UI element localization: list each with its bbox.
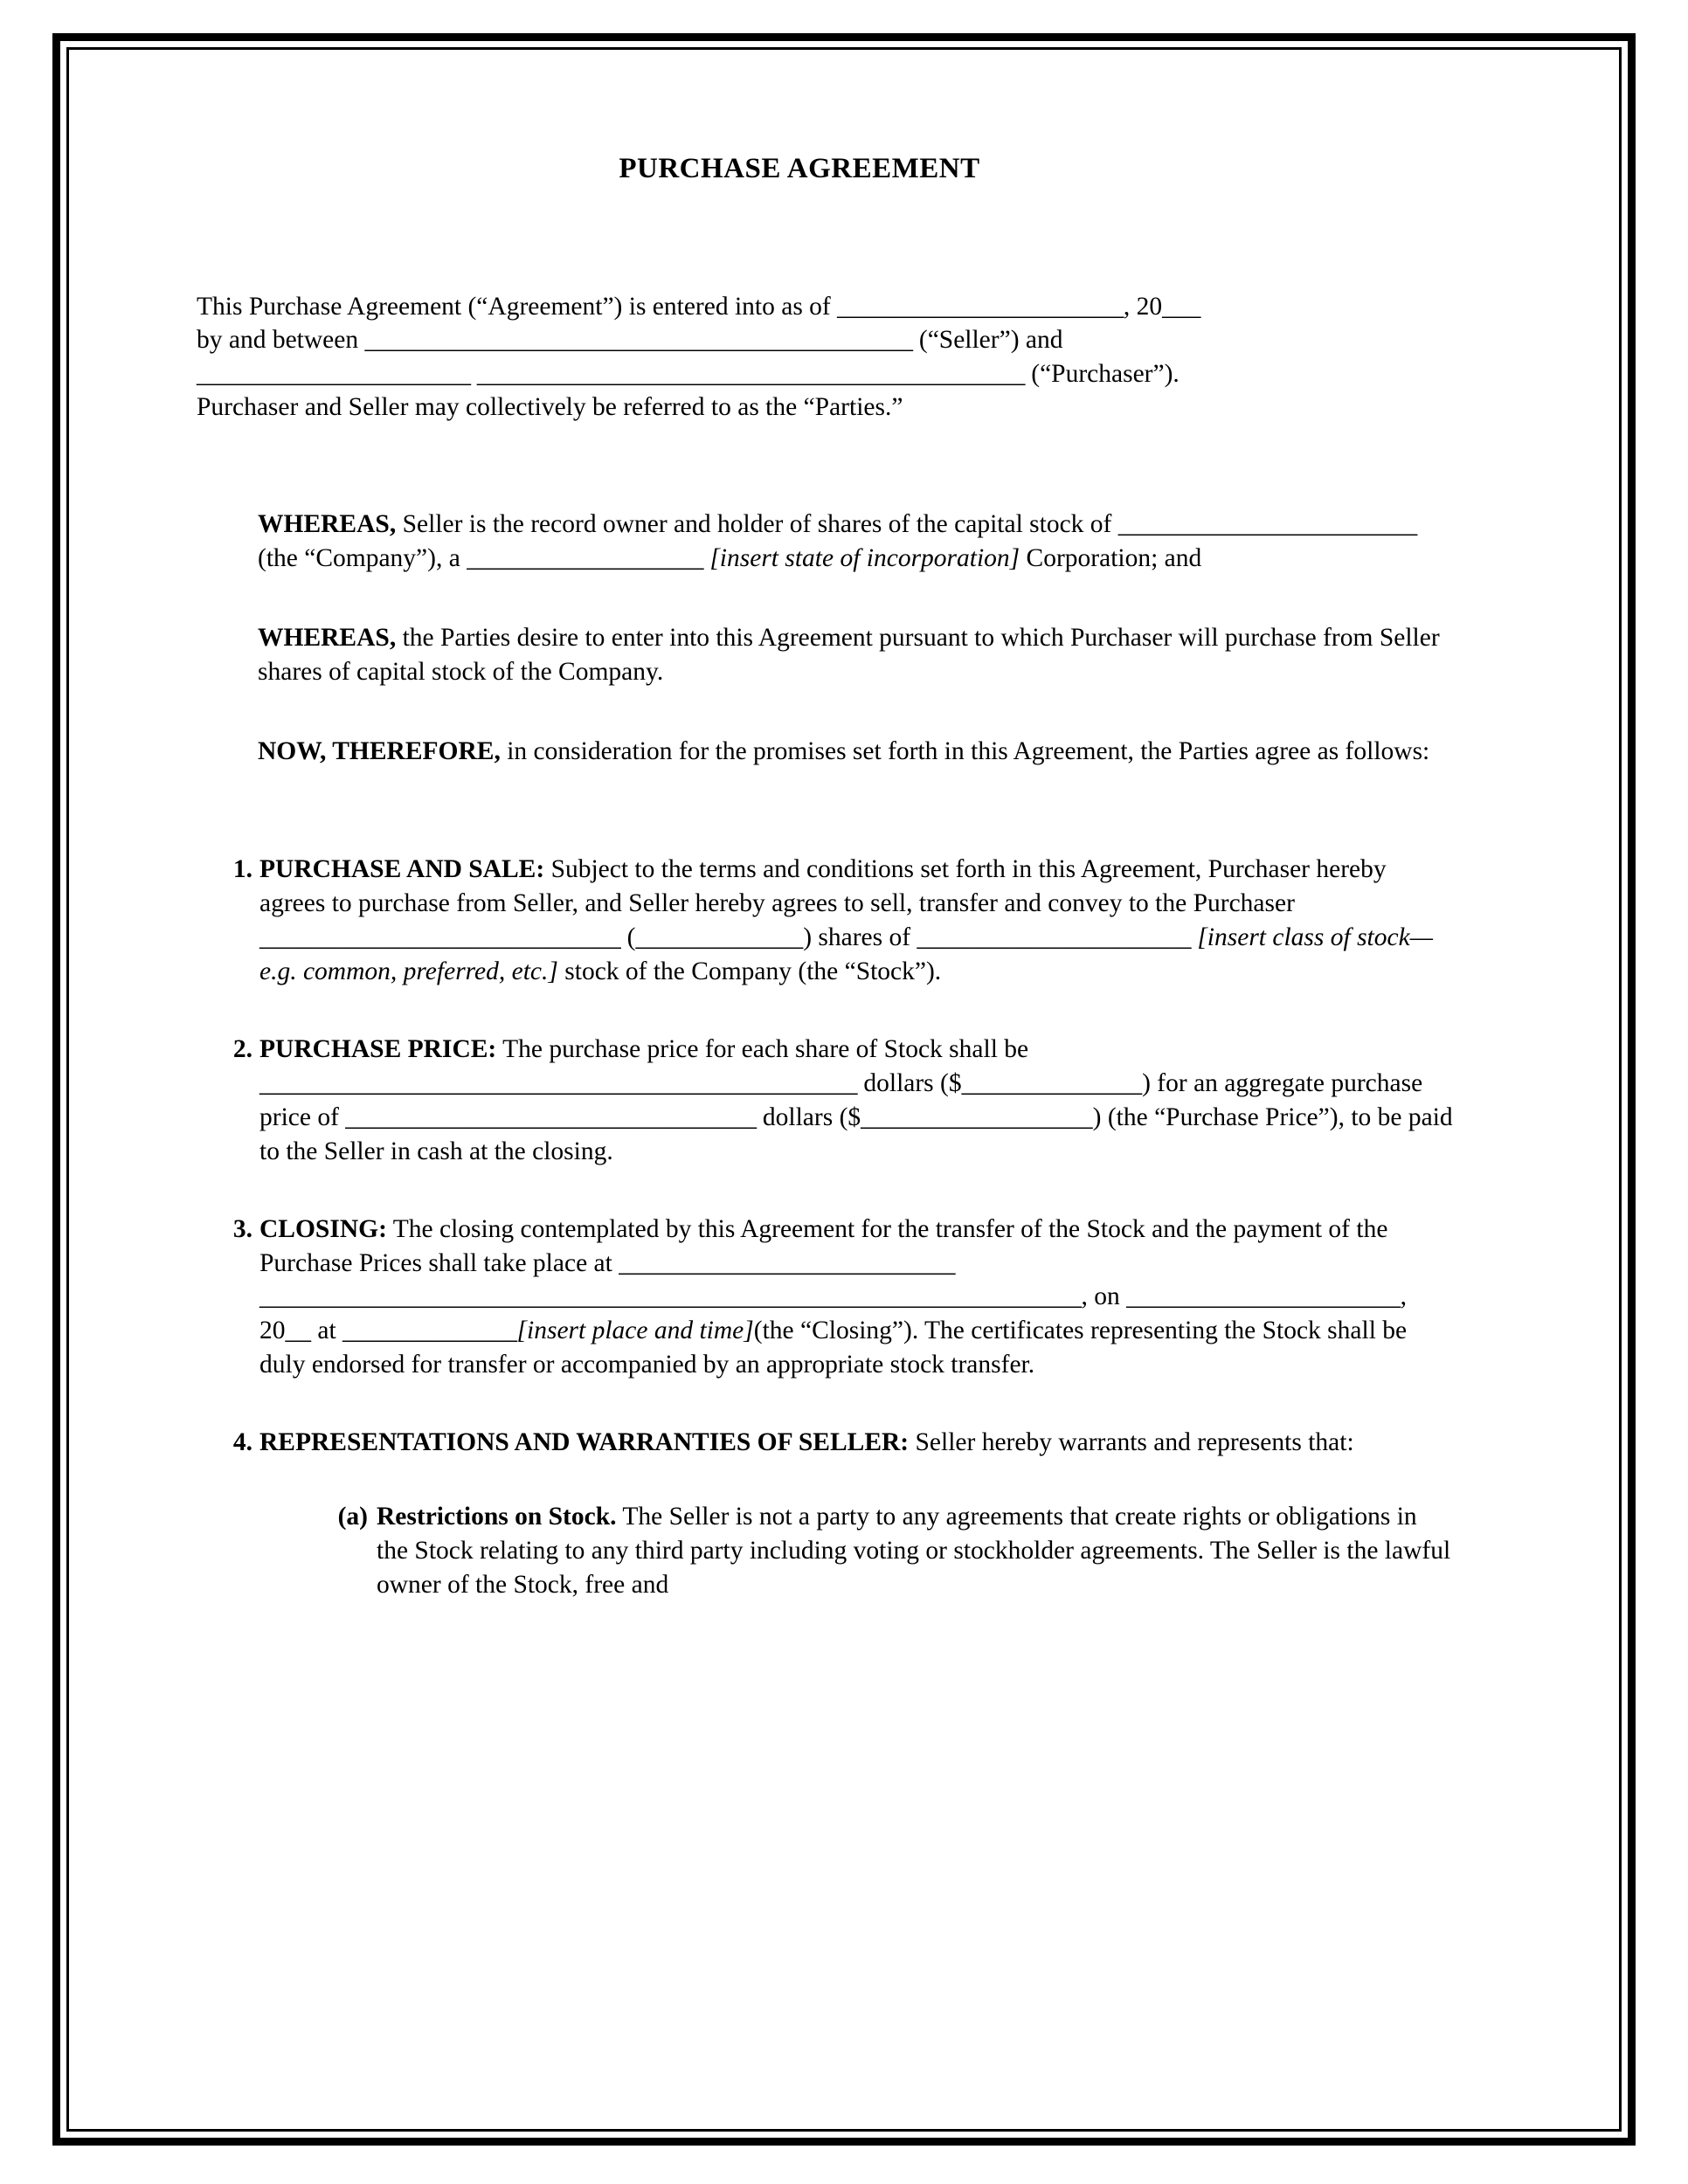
clause-3-italic-note: [insert place and time]	[516, 1317, 754, 1345]
clause-3-blank-date: ______________________	[1126, 1282, 1401, 1311]
recital-1-blank-state: ___________________	[467, 544, 703, 573]
recital-3-text: in consideration for the promises set forth in this Agreement, the Parties agree as follows:	[500, 737, 1430, 766]
clause-list	[197, 853, 1455, 1602]
clause-3-heading: CLOSING:	[259, 1214, 387, 1243]
clause-2-text-b: dollars ($______________) for an aggregate purchase price of	[259, 1068, 1423, 1131]
intro-line2-prefix: by and between	[197, 326, 365, 355]
clause-4-text-a: Seller hereby warrants and represents that:	[909, 1428, 1354, 1457]
recital-1-lead: WHEREAS,	[258, 510, 397, 539]
clause-3-text-a: The closing contemplated by this Agreement for the transfer of the Stock and the payment of the Purchase Prices shall take place at	[259, 1214, 1388, 1277]
clause-representations-warranties	[197, 1426, 1455, 1602]
clause-2-number: 2.	[232, 1034, 253, 1063]
clause-purchase-price	[197, 1033, 1455, 1169]
recital-2-lead: WHEREAS,	[258, 624, 397, 653]
subclause-restrictions-on-stock	[322, 1500, 1455, 1602]
intro-line4: Purchaser and Seller may collectively be referred to as the “Parties.”	[197, 393, 903, 422]
clause-3-blank-place-2: __________________________________________________________________	[259, 1282, 1082, 1311]
clause-2-blank-aggregate-words: _________________________________	[345, 1102, 757, 1131]
subclause-a-heading: Restrictions on Stock.	[377, 1503, 617, 1531]
intro-line3-suffix: (“Purchaser”).	[1024, 359, 1180, 388]
intro-line1-prefix: This Purchase Agreement (“Agreement”) is entered into as of	[197, 293, 838, 321]
clause-3-blank-place-1: ___________________________	[619, 1248, 955, 1277]
clause-1-blank-class: ______________________	[917, 923, 1191, 951]
clause-4-number: 4.	[232, 1428, 253, 1457]
clause-2-blank-price-words: ________________________________________________	[259, 1068, 857, 1097]
recital-whereas-2	[258, 621, 1455, 689]
clause-1-blank-shares: _____________________________	[259, 923, 621, 951]
page-title: PURCHASE AGREEMENT	[619, 153, 980, 184]
subclause-a-text: The Seller is not a party to any agreements that create rights or obligations in the Stock relating to any third party including voting or stockholder agreements. The Seller is the lawful owner of the Stock, free and	[377, 1503, 1451, 1600]
clause-3-text-c: , 20__ at	[259, 1282, 1407, 1345]
recital-now-therefore	[258, 735, 1455, 769]
clause-1-number: 1.	[232, 855, 253, 884]
intro-blank-purchaser-2: ____________________________________________	[476, 359, 1025, 388]
clause-1-italic-note: [insert class of stock—e.g. common, preferred, etc.]	[259, 923, 1433, 985]
recital-1-blank-company: ________________________	[1117, 510, 1417, 539]
intro-blank-seller: ____________________________________________	[364, 326, 913, 355]
recital-1-italic-note: [insert state of incorporation]	[702, 544, 1020, 573]
clause-1-text-c: stock of the Company (the “Stock”).	[557, 957, 942, 985]
document-content	[197, 153, 1455, 1602]
recital-3-lead: NOW, THEREFORE,	[258, 737, 501, 766]
clause-1-text-b: (_____________) shares of	[620, 923, 917, 951]
recital-1-text-a: Seller is the record owner and holder of shares of the capital stock of	[396, 510, 1118, 539]
recital-whereas-1	[258, 508, 1455, 576]
intro-line1-suffix: , 20___	[1123, 293, 1201, 321]
clause-4-heading: REPRESENTATIONS AND WARRANTIES OF SELLER:	[259, 1428, 910, 1457]
clause-closing	[197, 1213, 1455, 1383]
clause-1-text-a: Subject to the terms and conditions set forth in this Agreement, Purchaser hereby agrees to purchase from Seller, and Seller hereby agrees to sell, transfer and convey to the Purchaser	[259, 855, 1387, 917]
clause-purchase-and-sale	[197, 853, 1455, 989]
recital-2-text: the Parties desire to enter into this Agreement pursuant to which Purchaser will purchase from Seller shares of capital stock of the Company.	[258, 624, 1440, 687]
clause-2-text-a: The purchase price for each share of Stock shall be	[496, 1034, 1029, 1063]
clause-1-heading: PURCHASE AND SALE:	[259, 855, 545, 884]
recital-1-text-c: Corporation; and	[1020, 544, 1202, 573]
clause-3-blank-time: ______________	[342, 1317, 517, 1345]
recital-1-text-b: (the “Company”), a	[258, 544, 467, 573]
intro-line2-suffix: (“Seller”) and	[912, 326, 1063, 355]
intro-paragraph	[197, 290, 1455, 424]
intro-blank-date: _______________________	[837, 293, 1124, 321]
intro-blank-purchaser-1: ______________________	[197, 359, 471, 388]
subclause-a-number: (a)	[337, 1503, 368, 1531]
clause-3-text-b: , on	[1081, 1282, 1127, 1311]
clause-3-number: 3.	[232, 1214, 253, 1243]
clause-2-text-c: dollars ($__________________) (the “Purchase Price”), to be paid to the Seller in cash at the closing.	[259, 1102, 1453, 1165]
clause-3-text-d: (the “Closing”). The certificates representing the Stock shall be duly endorsed for transfer or accompanied by an appropriate stock transfer.	[259, 1317, 1408, 1379]
clause-2-heading: PURCHASE PRICE:	[259, 1034, 497, 1063]
